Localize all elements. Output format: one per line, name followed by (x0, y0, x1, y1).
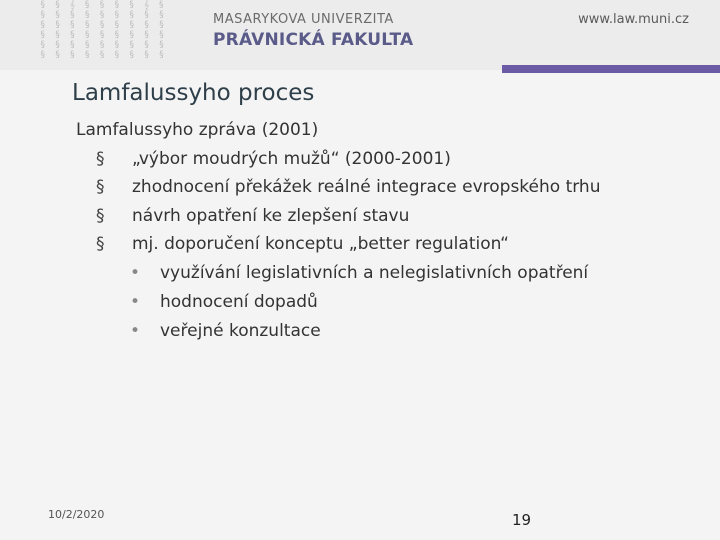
bullet-icon: • (130, 292, 141, 312)
faculty-url[interactable]: www.law.muni.cz (578, 12, 689, 27)
section-marker-icon: § (96, 149, 105, 169)
bullet-text: „výbor moudrých mužů“ (2000-2001) (132, 149, 451, 169)
sub-bullet-text: hodnocení dopadů (160, 292, 318, 312)
section-marker-icon: § (96, 177, 105, 197)
logo-pattern-icon: § § 𝄞 § § § § 𝄞 § § § § § § § § § § § § § § § § § § § § § § § § § § § § § § § § § § § § § § § § § § § § § § (40, 0, 167, 60)
section-marker-icon: § (96, 206, 105, 226)
bullet-text: zhodnocení překážek reálné integrace evropského trhu (132, 177, 601, 197)
university-name: MASARYKOVA UNIVERZITA (213, 12, 394, 27)
page-number: 19 (512, 511, 532, 529)
slide-heading: Lamfalussyho zpráva (2001) (76, 120, 319, 140)
slide-date: 10/2/2020 (48, 508, 105, 521)
faculty-name: PRÁVNICKÁ FAKULTA (213, 30, 414, 50)
slide-header (0, 0, 720, 70)
sub-bullet-text: využívání legislativních a nelegislativních opatření (160, 263, 589, 283)
accent-bar (502, 65, 720, 73)
bullet-icon: • (130, 263, 141, 283)
sub-bullet-text: veřejné konzultace (160, 321, 321, 341)
bullet-text: mj. doporučení konceptu „better regulation“ (132, 234, 509, 254)
slide-title: Lamfalussyho proces (72, 80, 315, 106)
section-marker-icon: § (96, 234, 105, 254)
bullet-icon: • (130, 321, 141, 341)
bullet-text: návrh opatření ke zlepšení stavu (132, 206, 410, 226)
